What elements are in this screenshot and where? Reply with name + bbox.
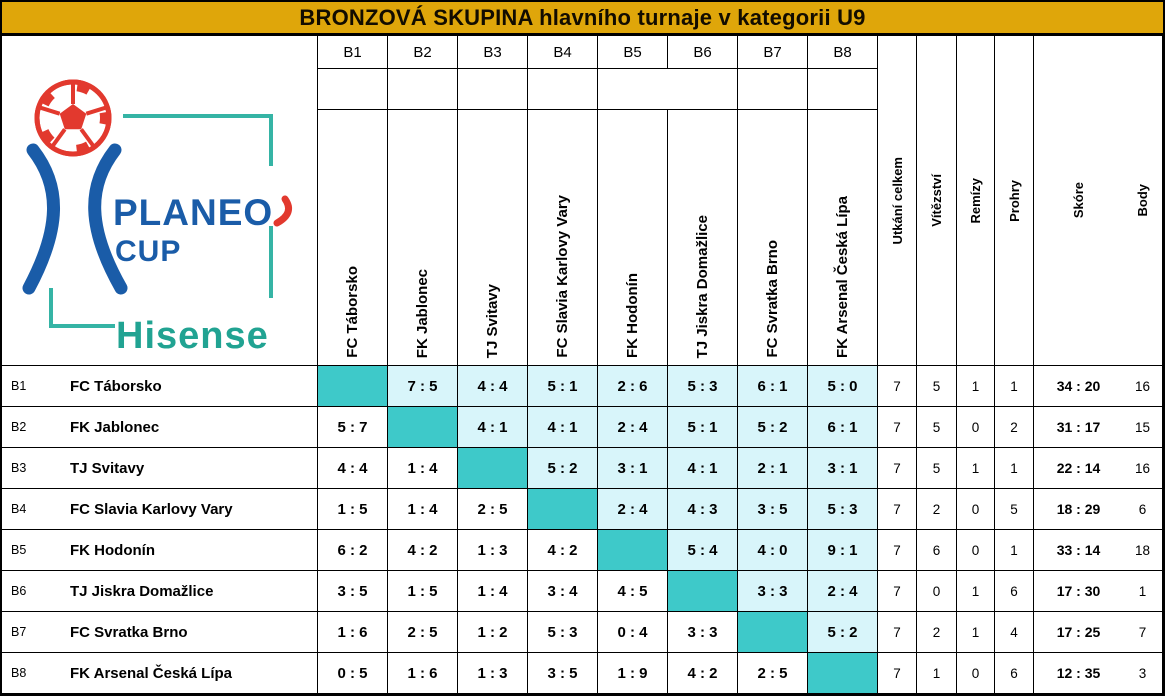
result-B1-vs-B1 xyxy=(318,366,388,407)
score-B6: 17 : 30 xyxy=(1034,571,1123,612)
points-B3: 16 xyxy=(1123,448,1163,489)
row-header-B7 xyxy=(2,612,318,653)
played-B4: 7 xyxy=(878,489,917,530)
result-B4-vs-B5: 2 : 4 xyxy=(598,489,668,530)
stats-header-label-5: Skóre xyxy=(1071,182,1086,219)
losses-B2: 2 xyxy=(995,407,1034,448)
draws-B1: 1 xyxy=(957,366,995,407)
losses-B6: 6 xyxy=(995,571,1034,612)
planeo-comma xyxy=(277,199,289,223)
soccer-ball-icon xyxy=(37,82,109,154)
col-team-header-B5 xyxy=(598,110,668,366)
result-B2-vs-B8: 6 : 1 xyxy=(808,407,878,448)
result-B2-vs-B4: 4 : 1 xyxy=(528,407,598,448)
row-header-B1 xyxy=(2,366,318,407)
result-B5-vs-B1: 6 : 2 xyxy=(318,530,388,571)
played-B1: 7 xyxy=(878,366,917,407)
hisense-wordmark: Hisense xyxy=(115,314,269,357)
result-B7-vs-B3: 1 : 2 xyxy=(458,612,528,653)
result-B2-vs-B3: 4 : 1 xyxy=(458,407,528,448)
row-code-B5: B5 xyxy=(11,543,27,557)
draws-B5: 0 xyxy=(957,530,995,571)
stats-header-2 xyxy=(917,36,957,366)
col-team-name-B7: FC Svratka Brno xyxy=(764,240,781,358)
trophy-left-curve xyxy=(29,150,54,288)
result-B8-vs-B4: 3 : 5 xyxy=(528,653,598,694)
col-team-header-B6 xyxy=(668,110,738,366)
draws-B6: 1 xyxy=(957,571,995,612)
team-name-B1: FC Táborsko xyxy=(70,377,162,395)
spacer-cell-B5 xyxy=(598,69,668,110)
col-team-header-B8 xyxy=(808,110,878,366)
result-B2-vs-B5: 2 : 4 xyxy=(598,407,668,448)
losses-B7: 4 xyxy=(995,612,1034,653)
result-B2-vs-B6: 5 : 1 xyxy=(668,407,738,448)
result-B6-vs-B3: 1 : 4 xyxy=(458,571,528,612)
result-B7-vs-B8: 5 : 2 xyxy=(808,612,878,653)
played-B5: 7 xyxy=(878,530,917,571)
losses-B5: 1 xyxy=(995,530,1034,571)
result-B4-vs-B8: 5 : 3 xyxy=(808,489,878,530)
draws-B2: 0 xyxy=(957,407,995,448)
result-B7-vs-B1: 1 : 6 xyxy=(318,612,388,653)
result-B3-vs-B4: 5 : 2 xyxy=(528,448,598,489)
result-B1-vs-B2: 7 : 5 xyxy=(388,366,458,407)
col-header-B2: B2 xyxy=(388,36,458,69)
result-B8-vs-B5: 1 : 9 xyxy=(598,653,668,694)
wins-B3: 5 xyxy=(917,448,957,489)
wins-B5: 6 xyxy=(917,530,957,571)
played-B3: 7 xyxy=(878,448,917,489)
crosstable-grid xyxy=(2,36,1163,694)
team-name-B5: FK Hodonín xyxy=(70,541,155,559)
result-B7-vs-B7 xyxy=(738,612,808,653)
col-header-B3: B3 xyxy=(458,36,528,69)
spacer-cell-B6 xyxy=(668,69,738,110)
result-B4-vs-B7: 3 : 5 xyxy=(738,489,808,530)
col-header-B8: B8 xyxy=(808,36,878,69)
result-B5-vs-B2: 4 : 2 xyxy=(388,530,458,571)
result-B3-vs-B5: 3 : 1 xyxy=(598,448,668,489)
spacer-cell-B4 xyxy=(528,69,598,110)
result-B1-vs-B6: 5 : 3 xyxy=(668,366,738,407)
result-B1-vs-B7: 6 : 1 xyxy=(738,366,808,407)
col-header-B5: B5 xyxy=(598,36,668,69)
wins-B8: 1 xyxy=(917,653,957,694)
result-B6-vs-B8: 2 : 4 xyxy=(808,571,878,612)
stats-header-label-4: Prohry xyxy=(1006,179,1022,222)
result-B7-vs-B2: 2 : 5 xyxy=(388,612,458,653)
stats-header-5 xyxy=(1034,36,1123,366)
result-B1-vs-B4: 5 : 1 xyxy=(528,366,598,407)
team-name-B3: TJ Svitavy xyxy=(70,459,145,477)
result-B5-vs-B4: 4 : 2 xyxy=(528,530,598,571)
result-B8-vs-B7: 2 : 5 xyxy=(738,653,808,694)
stats-header-label-6: Body xyxy=(1135,184,1150,217)
col-team-name-B1: FC Táborsko xyxy=(344,266,361,358)
result-B8-vs-B8 xyxy=(808,653,878,694)
points-B1: 16 xyxy=(1123,366,1163,407)
score-B1: 34 : 20 xyxy=(1034,366,1123,407)
team-name-B4: FC Slavia Karlovy Vary xyxy=(70,500,233,518)
played-B2: 7 xyxy=(878,407,917,448)
stats-header-label-2: Vítězství xyxy=(929,174,944,227)
wins-B7: 2 xyxy=(917,612,957,653)
wins-B4: 2 xyxy=(917,489,957,530)
result-B6-vs-B4: 3 : 4 xyxy=(528,571,598,612)
score-B7: 17 : 25 xyxy=(1034,612,1123,653)
result-B2-vs-B7: 5 : 2 xyxy=(738,407,808,448)
losses-B3: 1 xyxy=(995,448,1034,489)
stats-header-label-3: Remízy xyxy=(968,177,983,224)
spacer-cell-B1 xyxy=(318,69,388,110)
result-B3-vs-B3 xyxy=(458,448,528,489)
row-header-B3 xyxy=(2,448,318,489)
points-B2: 15 xyxy=(1123,407,1163,448)
col-team-name-B4: FC Slavia Karlovy Vary xyxy=(554,195,571,358)
logo-frame-top-right xyxy=(123,116,271,166)
spacer-cell-B7 xyxy=(738,69,808,110)
result-B5-vs-B5 xyxy=(598,530,668,571)
col-team-header-B4 xyxy=(528,110,598,366)
losses-B1: 1 xyxy=(995,366,1034,407)
result-B7-vs-B5: 0 : 4 xyxy=(598,612,668,653)
col-header-B4: B4 xyxy=(528,36,598,69)
result-B8-vs-B3: 1 : 3 xyxy=(458,653,528,694)
col-team-header-B1 xyxy=(318,110,388,366)
losses-B4: 5 xyxy=(995,489,1034,530)
spacer-cell-B8 xyxy=(808,69,878,110)
draws-B8: 0 xyxy=(957,653,995,694)
stats-header-6 xyxy=(1123,36,1163,366)
stats-header-3 xyxy=(957,36,995,366)
points-B6: 1 xyxy=(1123,571,1163,612)
result-B3-vs-B6: 4 : 1 xyxy=(668,448,738,489)
team-name-B7: FC Svratka Brno xyxy=(70,623,188,641)
spacer-cell-B2 xyxy=(388,69,458,110)
logo-frame-bottom-left xyxy=(51,288,115,326)
page-title: BRONZOVÁ SKUPINA hlavního turnaje v kategorii U9 xyxy=(2,2,1163,36)
result-B5-vs-B8: 9 : 1 xyxy=(808,530,878,571)
cup-wordmark: CUP xyxy=(114,234,181,268)
team-name-B2: FK Jablonec xyxy=(70,418,160,436)
result-B6-vs-B2: 1 : 5 xyxy=(388,571,458,612)
row-code-B4: B4 xyxy=(11,502,27,516)
result-B4-vs-B1: 1 : 5 xyxy=(318,489,388,530)
played-B8: 7 xyxy=(878,653,917,694)
team-name-B6: TJ Jiskra Domažlice xyxy=(70,582,214,600)
result-B2-vs-B2 xyxy=(388,407,458,448)
result-B1-vs-B8: 5 : 0 xyxy=(808,366,878,407)
score-B5: 33 : 14 xyxy=(1034,530,1123,571)
draws-B3: 1 xyxy=(957,448,995,489)
stats-header-4 xyxy=(995,36,1034,366)
draws-B7: 1 xyxy=(957,612,995,653)
col-header-B1: B1 xyxy=(318,36,388,69)
result-B8-vs-B2: 1 : 6 xyxy=(388,653,458,694)
result-B7-vs-B4: 5 : 3 xyxy=(528,612,598,653)
points-B4: 6 xyxy=(1123,489,1163,530)
result-B5-vs-B3: 1 : 3 xyxy=(458,530,528,571)
result-B6-vs-B6 xyxy=(668,571,738,612)
row-code-B8: B8 xyxy=(11,666,27,680)
row-header-B4 xyxy=(2,489,318,530)
result-B3-vs-B8: 3 : 1 xyxy=(808,448,878,489)
score-B2: 31 : 17 xyxy=(1034,407,1123,448)
col-team-name-B5: FK Hodonín xyxy=(624,273,641,358)
stats-header-label-1: Utkání celkem xyxy=(889,156,905,245)
result-B1-vs-B3: 4 : 4 xyxy=(458,366,528,407)
col-team-header-B7 xyxy=(738,110,808,366)
result-B8-vs-B6: 4 : 2 xyxy=(668,653,738,694)
wins-B1: 5 xyxy=(917,366,957,407)
points-B7: 7 xyxy=(1123,612,1163,653)
team-name-B8: FK Arsenal Česká Lípa xyxy=(70,664,233,682)
result-B2-vs-B1: 5 : 7 xyxy=(318,407,388,448)
played-B7: 7 xyxy=(878,612,917,653)
result-B5-vs-B7: 4 : 0 xyxy=(738,530,808,571)
result-B6-vs-B5: 4 : 5 xyxy=(598,571,668,612)
draws-B4: 0 xyxy=(957,489,995,530)
row-header-B5 xyxy=(2,530,318,571)
result-B3-vs-B7: 2 : 1 xyxy=(738,448,808,489)
score-B4: 18 : 29 xyxy=(1034,489,1123,530)
col-team-name-B6: TJ Jiskra Domažlice xyxy=(694,214,711,358)
row-code-B1: B1 xyxy=(11,379,27,393)
result-B7-vs-B6: 3 : 3 xyxy=(668,612,738,653)
losses-B8: 6 xyxy=(995,653,1034,694)
col-team-name-B3: TJ Svitavy xyxy=(484,283,501,358)
row-code-B6: B6 xyxy=(11,584,27,598)
row-code-B3: B3 xyxy=(11,461,27,475)
col-header-B6: B6 xyxy=(668,36,738,69)
col-team-header-B2 xyxy=(388,110,458,366)
result-B4-vs-B4 xyxy=(528,489,598,530)
result-B6-vs-B1: 3 : 5 xyxy=(318,571,388,612)
col-team-header-B3 xyxy=(458,110,528,366)
col-team-name-B2: FK Jablonec xyxy=(414,268,431,358)
row-header-B6 xyxy=(2,571,318,612)
row-header-B2 xyxy=(2,407,318,448)
stats-header-1 xyxy=(878,36,917,366)
result-B8-vs-B1: 0 : 5 xyxy=(318,653,388,694)
result-B3-vs-B2: 1 : 4 xyxy=(388,448,458,489)
played-B6: 7 xyxy=(878,571,917,612)
result-B5-vs-B6: 5 : 4 xyxy=(668,530,738,571)
wins-B6: 0 xyxy=(917,571,957,612)
result-B4-vs-B2: 1 : 4 xyxy=(388,489,458,530)
result-B1-vs-B5: 2 : 6 xyxy=(598,366,668,407)
result-B4-vs-B6: 4 : 3 xyxy=(668,489,738,530)
points-B5: 18 xyxy=(1123,530,1163,571)
score-B3: 22 : 14 xyxy=(1034,448,1123,489)
row-code-B2: B2 xyxy=(11,420,27,434)
row-header-B8 xyxy=(2,653,318,694)
planeo-cup-logo xyxy=(2,36,318,366)
score-B8: 12 : 35 xyxy=(1034,653,1123,694)
result-B3-vs-B1: 4 : 4 xyxy=(318,448,388,489)
logo-graphic xyxy=(3,36,317,366)
result-B4-vs-B3: 2 : 5 xyxy=(458,489,528,530)
points-B8: 3 xyxy=(1123,653,1163,694)
spacer-cell-B3 xyxy=(458,69,528,110)
row-code-B7: B7 xyxy=(11,625,27,639)
wins-B2: 5 xyxy=(917,407,957,448)
col-header-B7: B7 xyxy=(738,36,808,69)
planeo-wordmark: PLANEO xyxy=(112,191,273,233)
col-team-name-B8: FK Arsenal Česká Lípa xyxy=(834,195,851,358)
result-B6-vs-B7: 3 : 3 xyxy=(738,571,808,612)
